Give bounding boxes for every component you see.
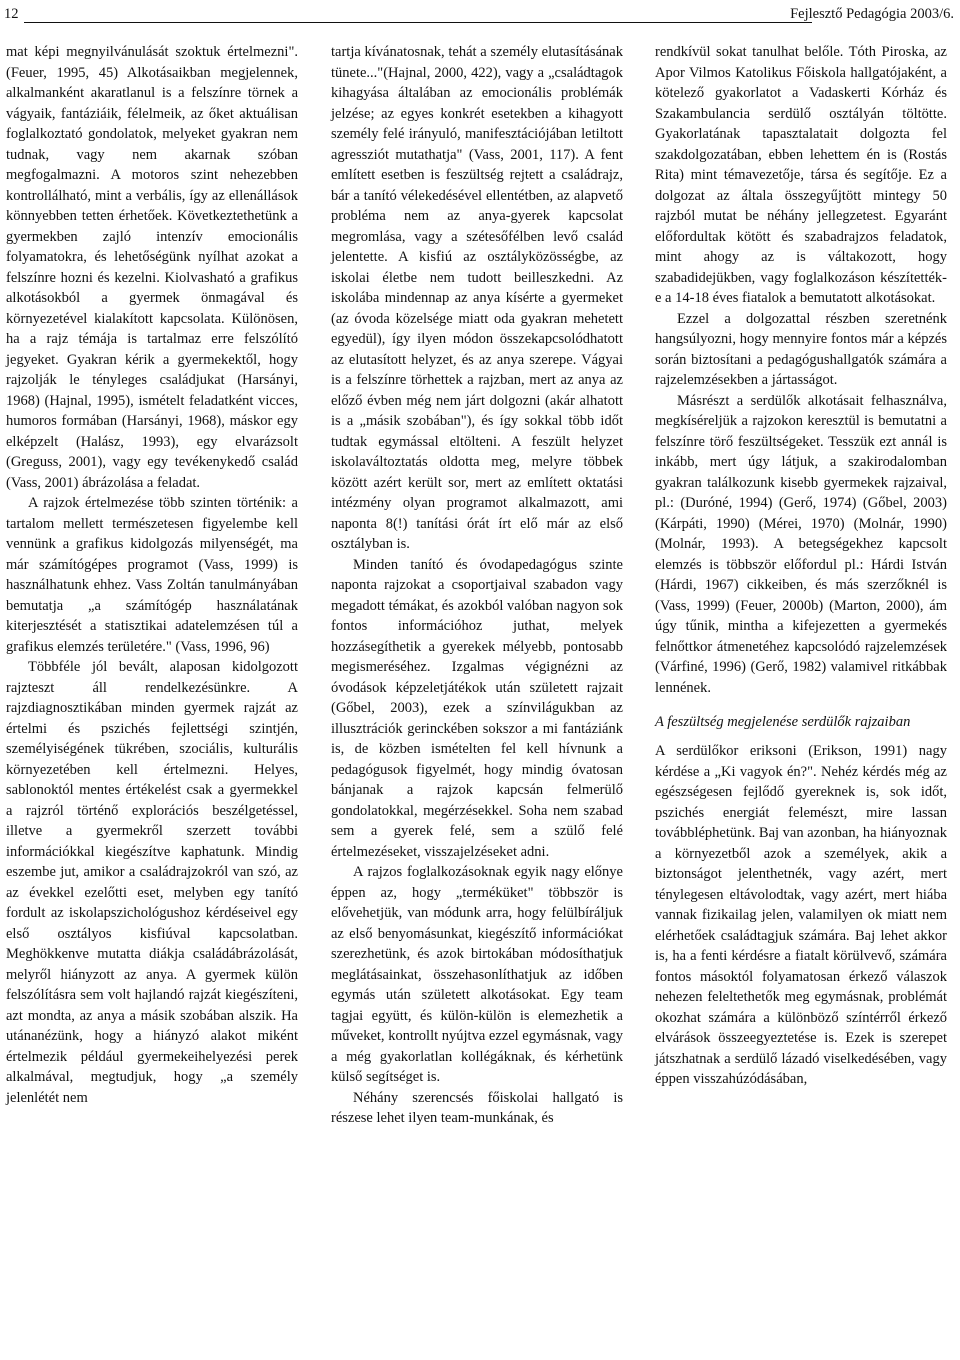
paragraph: A serdülőkor eriksoni (Erikson, 1991) nagy kérdése a „Ki vagyok én?". Nehéz kérdés még az egészségesen fejlődő gyereknek is, sok időt, pszichés energiát felemészt, mire lassan továbbléphetünk. Baj van azonban, ha hiányoznak a környezetből azok a személyek, akik a biztonságot jelenthetnék, vagy azért, mert ténylegesen eltávolodtak, vagy azért, mert hiába vannak fizikailag jelen, valamilyen ok miatt nem elérhetőek családtagjuk számára. Baj lehet akkor is, ha a fenti kérdésre a fiatalt körülvevő, számára fontos másoktól folyamatosan érkező válaszok nehezen feleltethetők meg egymásnak, problémát okozhat számára a különböző színtérről érkező elvárások összeegyeztetése is. Ezek is szerepet játszhatnak a serdülő lázadó viselkedésében, vagy éppen visszahúzódásában, xyxy=(655,743,947,1087)
column-right xyxy=(655,42,947,1090)
paragraph: mat képi megnyilvánulását szoktuk értelmezni". (Feuer, 1995, 45) Alkotásaikban megjelennek, alkalmanként akaratlanul is a felszínre törnek a vágyaik, fantáziáik, félelmeik, az őket aktuálisan foglalkoztató gondolatok, melyeket gyakran nem tudnak, vagy nem akarnak szóban megfogalmazni. A motoros szint nehezebben kontrollálható, mint a verbális, így az ellenállások könnyebben tetten érhetőek. Következtethetünk a gyermekben zajló intenzív emocionális folyamatokra, és lehetőségünk nyílhat azokat a felszínre hozni és kezelni. Kiolvasható a grafikus alkotásokból a gyermek önmagával és környezetével kialakított kapcsolata. Különösen, ha a rajz témája is tartalmaz erre felszólító jegyeket. Gyakran kérik a gyermekektől, hogy rajzolják le tényleges családjukat (Harsányi, 1968) (Hajnal, 1995), ismételt feladatként vicces, humoros formában (Harsányi, 1968), máskor egy elképzelt (Halász, 1993), egy elvarázsolt (Greguss, 2001), vagy egy tevékenykedő család (Vass, 2001) ábrázolása a feladat. xyxy=(6,44,298,491)
paragraph: Másrészt a serdülők alkotásait felhasználva, megkíséreljük a rajzokon keresztül is bemutatni a felszínre törő feszültségeket. Tesszük ezt annál is inkább, mert úgy látjuk, a szakirodalomban gyakran találkozunk kisebb gyermekek rajzaival, pl.: (Duróné, 1994) (Gerő, 1974) (Gőbel, 2003) (Kárpáti, 1990) (Mérei, 1970) (Molnár, 1990) (Molnár, 1993). A betegségekhez kapcsolt elemzés is többször előfordul pl.: Hárdi István (Hárdi, 1967) cikkeiben, és más szerzőknél is (Vass, 1999) (Feuer, 2000b) (Marton, 2000), ám úgy tűnik, mintha a kifejezetten a gyermekés felnőttkor átmenetéhez kapcsolódó rajzelemzések (Várfiné, 1996) (Gerő, 1982) valamivel ritkábbak lennének. xyxy=(655,392,947,696)
paragraph: Néhány szerencsés főiskolai hallgató is részese lehet ilyen team-munkának, és xyxy=(331,1089,623,1126)
paragraph: A rajzos foglalkozásoknak egyik nagy előnye éppen az, hogy „terméküket" többször is elővehetjük, van módunk arra, hogy felülbíráljuk az első benyomásunkat, kiegészítő információkat szerezhetünk, és azok birtokában módosíthatjuk meglátásainkat, összehasonlíthatjuk az időben egymás után született alkotásokat. Egy team tagjai együtt, és külön-külön is elemezhetik a műveket, kontrollt nyújtva ezzel egymásnak, vagy a még gyakorlatlan kollégáknak, és kérhetünk külső segítséget is. xyxy=(331,864,623,1085)
journal-title: Fejlesztő Pedagógia 2003/6. xyxy=(790,6,954,22)
paragraph: tartja kívánatosnak, tehát a személy elutasításának tünete..."(Hajnal, 2000, 422), vagy a „családtagok kihagyása általában az emocionális problémák jelzése; az egyes konkrét esetekben a kihagyott személy felé irányuló, manifesztációjában letiltott agressziót mutathatja" (Vass, 2001, 117). A fent említett esetben is feszültség rejtett a családrajz, bár a tanító vélekedésével ellentétben, az alapvető probléma nem az anya-gyerek kapcsolat megromlása, vagy a szétesőfélben levő család jelentette. A kisfiú az osztályközösségbe, az iskolai életbe nem tudott beilleszkedni. Az iskolába mindennap az anya kísérte a gyermeket (az óvoda közelsége miatt oda gyakran mehetett egyedül), így ilyen módon összekapcsolódhatott az elutasított helyzet, és az anya szerepe. Vágyai is a felszínre törhettek a rajzban, mert az anya az előző évben még nem járt dolgozni (akár alhatott is a „másik szobában"), és így sokkal több időt tudtak egymással eltölteni. A feszült helyzet iskolaváltoztatás oldotta meg, melyre többek között azért került sor, mert az említett oktatási intézmény olyan programot alkalmazott, ami naponta 8(!) tanítási órát írt elő már az első osztályban is. xyxy=(331,44,623,552)
section-heading: A feszültség megjelenése serdülők rajzaiban xyxy=(655,714,911,730)
column-middle xyxy=(331,42,623,1129)
paragraph: Minden tanító és óvodapedagógus szinte naponta rajzokat a csoportjaival szabadon vagy megadott témákat, és azokból valóban nagyon sok fontos információhoz juthat, melyek hozzásegíthetik a gyerekek mélyebb, pontosabb megismeréséhez. Izgalmas végignézni az óvodások képzeletjátékok után született rajzait (Gőbel, 2003), ezek a színvilágukban az illusztrációk gerinckében sokszor a mi fantáziánk is, de közben ismételten fel kell hívnunk a pedagógusok figyelmét, hogy mindig óvatosan bánjanak a rajzok kapcsán felmerülő gondolatokkal, megérzésekkel. Soha nem szabad sem a gyerek felé, sem a szülő felé értelmezéseket, visszajelzéseket adni. xyxy=(331,556,623,860)
header-rule xyxy=(24,22,812,23)
column-left xyxy=(6,42,298,1108)
paragraph: rendkívül sokat tanulhat belőle. Tóth Piroska, az Apor Vilmos Katolikus Főiskola hallgatójaként, a kötelező gyakorlatot a Vadaskerti Kórház és Szakambulancia serdülő osztályán töltötte. Gyakorlatának tapasztalatait dolgozta fel szakdolgozatában, ebben lehettem én is (Rostás Rita) mint témavezetője, társa és segítője. Ez a dolgozat az általa összegyűjtött mintegy 50 rajzból mutat be néhány jellegzetest. Egyaránt előfordultak kötött és szabadrajzos feladatok, mint ahogy az is váltakozott, hogy szabadidejükben, vagy foglalkozáson készítették-e a 14-18 éves fiatalok a bemutatott alkotásokat. xyxy=(655,44,947,306)
page-number: 12 xyxy=(4,6,19,22)
page-header xyxy=(4,6,954,30)
paragraph: A rajzok értelmezése több szinten történik: a tartalom mellett természetesen figyelembe kell vennünk a grafikus kidolgozás milyenségét, ma már számítógépes programot (Vass, 1999) is használhatunk ehhez. Vass Zoltán tanulmányában bemutatja „a számítógép használatának kiterjesztését a statisztikai adatelemzésen túl a grafikus elemzés területére." (Vass, 1996, 96) xyxy=(6,495,298,655)
paragraph: Többféle jól bevált, alaposan kidolgozott rajzteszt áll rendelkezésünkre. A rajzdiagnosztikában minden gyermek rajzát az értelmi és pszichés fejlettségi szintjén, személyiségének tükrében, szociális, kulturális környezetében kell értelmezni. Helyes, sablonoktól mentes értékelést csak a gyermekkel a rajzról történő explorációs beszélgetéssel, illetve a gyermekről szerzett további információkkal kiegészítve kaphatunk. Mindig eszembe jut, amikor a családrajzokról van szó, az az évekkel ezelőtti eset, melyben egy tanító fordult az iskolapszichológushoz kérdéseivel egy első osztályos kisfiúval kapcsolatban. Meghökkenve mutatta diákja családábrázolását, melyről hiányzott az anya. A gyermek külön felszólításra sem volt hajlandó rajzát kiegészíteni, azt mondta, az anya a másik szobában alszik. Ha utánanézünk, hogy a hiányzó alakot miként értelmezik például gyermekeihelyezési perek alkalmával, megtudjuk, hogy „a személy jelenlétét nem xyxy=(6,659,298,1106)
paragraph: Ezzel a dolgozattal részben szeretnénk hangsúlyozni, hogy mennyire fontos már a képzés során biztosítani a pedagógushallgatók számára a rajzelemzésekben a jártasságot. xyxy=(655,310,947,388)
